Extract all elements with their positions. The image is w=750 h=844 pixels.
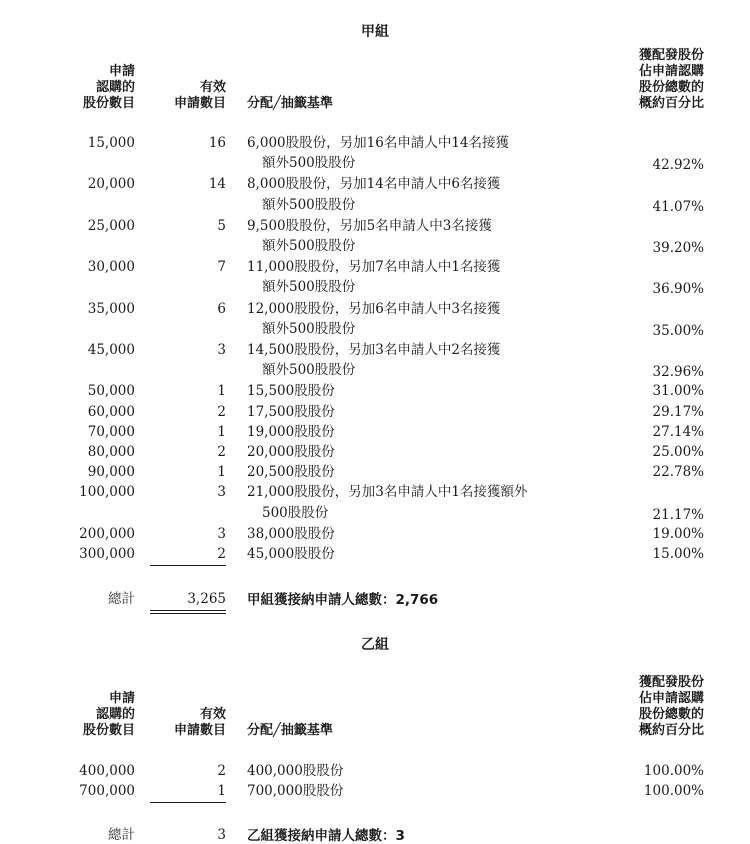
group-b-title: 乙組	[361, 637, 389, 653]
group-a-row-valid: 7	[217, 259, 226, 276]
group-a-row-shares: 15,000	[87, 135, 135, 151]
group-a-row-pct: 31.00%	[652, 383, 704, 400]
group-b-row-valid: 2	[217, 763, 226, 779]
group-a-row-shares: 300,000	[79, 546, 135, 562]
group-a-row-shares: 90,000	[87, 464, 135, 481]
group-a-row-basis-line: 500股股份	[262, 504, 329, 521]
group-a-row-basis-line: 9,500股股份，另加5名申請人中3名接獲	[247, 217, 492, 234]
group-a-row-pct: 42.92%	[652, 157, 704, 174]
group-a-row-pct: 32.96%	[652, 364, 704, 381]
group-b-header-pct-line: 股份總數的	[638, 707, 704, 722]
group-a-row-pct: 29.17%	[652, 403, 704, 420]
group-a-row-pct: 39.20%	[652, 240, 704, 256]
group-a-row-basis-line: 額外500股股份	[262, 155, 356, 172]
group-a-row-shares: 200,000	[79, 525, 135, 542]
group-a-row-valid: 3	[217, 525, 226, 542]
group-b-row-pct: 100.00%	[643, 783, 704, 800]
group-b-row-basis-line: 700,000股股份	[247, 783, 344, 800]
group-a-row-valid: 16	[208, 135, 226, 151]
group-a-row-pct: 25.00%	[652, 444, 704, 460]
group-b-header-shares-line: 申請	[108, 691, 135, 706]
group-a-total-value: 3,265	[187, 591, 226, 607]
group-a-row-shares: 35,000	[87, 300, 135, 317]
group-a-row-valid: 1	[217, 383, 226, 400]
group-b-header-valid-line: 申請數目	[173, 723, 226, 738]
group-b-total-label: 總計	[108, 827, 135, 843]
group-a-row-basis-line: 20,000股股份	[247, 444, 335, 460]
group-a-row-pct: 22.78%	[652, 464, 704, 481]
group-b-header-valid-line: 有效	[199, 707, 226, 722]
group-b-summary	[247, 828, 405, 844]
group-a-row-basis-line: 38,000股股份	[247, 525, 335, 542]
group-a-row-shares: 20,000	[87, 176, 135, 193]
group-a-row-basis-line: 額外500股股份	[262, 320, 356, 337]
group-b-summary-value: 3	[395, 828, 405, 844]
group-a-total-double-rule-1	[150, 610, 226, 611]
group-a-row-basis-line: 6,000股股份，另加16名申請人中14名接獲	[247, 135, 510, 151]
group-b-header-shares-line: 股份數目	[82, 723, 135, 738]
group-a-summary-value: 2,766	[395, 592, 439, 608]
group-a-header-shares-line: 股份數目	[82, 96, 135, 111]
group-a-row-shares: 100,000	[79, 484, 135, 501]
group-a-header-basis: 分配╱抽籤基準	[247, 96, 333, 111]
group-a-row-basis-line: 20,500股股份	[247, 464, 335, 481]
group-a-header-valid-line: 申請數目	[173, 96, 226, 111]
group-b-row-shares: 400,000	[79, 763, 135, 779]
group-a-sum-rule	[150, 565, 226, 566]
group-a-row-basis-line: 21,000股股份，另加3名申請人中1名接獲額外	[247, 484, 528, 501]
group-a-row-shares: 45,000	[87, 342, 135, 358]
group-b-header-pct-line: 佔申請認購	[638, 691, 704, 706]
group-b-header-basis: 分配╱抽籤基準	[247, 723, 333, 738]
group-b-row-basis-line: 400,000股股份	[247, 763, 344, 779]
group-a-row-pct: 36.90%	[652, 281, 704, 298]
group-a-row-shares: 80,000	[87, 444, 135, 460]
group-a-row-valid: 1	[217, 423, 226, 440]
group-a-header-shares-line: 申請	[108, 64, 135, 79]
group-a-row-valid: 6	[217, 300, 226, 317]
group-a-row-valid: 3	[217, 484, 226, 501]
group-a-row-basis-line: 12,000股股份，另加6名申請人中3名接獲	[247, 300, 501, 317]
group-a-row-valid: 3	[217, 342, 226, 358]
group-a-row-shares: 60,000	[87, 403, 135, 420]
group-a-header-pct-line: 股份總數的	[638, 80, 704, 95]
group-a-row-valid: 1	[217, 464, 226, 481]
group-a-row-basis-line: 額外500股股份	[262, 196, 356, 213]
group-a-header-pct-line: 佔申請認購	[638, 64, 704, 79]
group-a-row-basis-line: 額外500股股份	[262, 279, 356, 296]
group-a-title: 甲組	[361, 24, 389, 40]
group-a-row-basis-line: 15,500股股份	[247, 383, 335, 400]
group-a-total-label: 總計	[108, 591, 135, 607]
group-a-row-pct: 41.07%	[652, 198, 704, 215]
group-a-header-pct-line: 獲配發股份	[638, 48, 704, 63]
group-a-row-pct: 15.00%	[652, 546, 704, 562]
group-b-row-pct: 100.00%	[643, 763, 704, 779]
group-a-row-valid: 2	[217, 546, 226, 562]
group-a-row-basis-line: 17,500股股份	[247, 403, 335, 420]
group-a-row-shares: 25,000	[87, 217, 135, 234]
group-a-row-basis-line: 額外500股股份	[262, 362, 356, 379]
group-a-row-basis-line: 19,000股股份	[247, 423, 335, 440]
group-a-row-shares: 50,000	[87, 383, 135, 400]
group-b-header-pct-line: 概約百分比	[638, 723, 704, 738]
group-a-total-double-rule-2	[150, 613, 226, 614]
group-a-header-shares-line: 認購的	[95, 80, 135, 95]
group-a-summary-label: 甲組獲接納申請人總數：	[247, 592, 396, 608]
group-a-row-valid: 2	[217, 403, 226, 420]
group-a-row-valid: 14	[208, 176, 226, 193]
group-a-row-basis-line: 14,500股股份，另加3名申請人中2名接獲	[247, 342, 501, 358]
group-a-row-shares: 30,000	[87, 259, 135, 276]
group-a-row-pct: 21.17%	[652, 506, 704, 523]
group-b-header-pct-line: 獲配發股份	[638, 675, 704, 690]
group-b-row-shares: 700,000	[79, 783, 135, 800]
group-a-row-basis-line: 11,000股股份，另加7名申請人中1名接獲	[247, 259, 501, 276]
group-b-header-shares-line: 認購的	[95, 707, 135, 722]
group-a-header-pct-line: 概約百分比	[638, 96, 704, 111]
group-b-summary-label: 乙組獲接納申請人總數：	[247, 828, 396, 844]
group-b-row-valid: 1	[217, 783, 226, 800]
group-a-row-pct: 19.00%	[652, 525, 704, 542]
group-a-header-valid-line: 有效	[199, 80, 226, 95]
group-a-row-shares: 70,000	[87, 423, 135, 440]
group-a-row-basis-line: 45,000股股份	[247, 546, 335, 562]
group-a-row-pct: 35.00%	[652, 322, 704, 339]
group-a-row-basis-line: 8,000股股份，另加14名申請人中6名接獲	[247, 176, 501, 193]
group-a-row-valid: 2	[217, 444, 226, 460]
group-a-row-valid: 5	[217, 217, 226, 234]
group-b-sum-rule	[150, 802, 226, 803]
group-b-total-value: 3	[217, 827, 226, 843]
group-a-row-basis-line: 額外500股股份	[262, 238, 356, 254]
group-a-summary	[247, 592, 438, 608]
group-a-row-pct: 27.14%	[652, 423, 704, 440]
